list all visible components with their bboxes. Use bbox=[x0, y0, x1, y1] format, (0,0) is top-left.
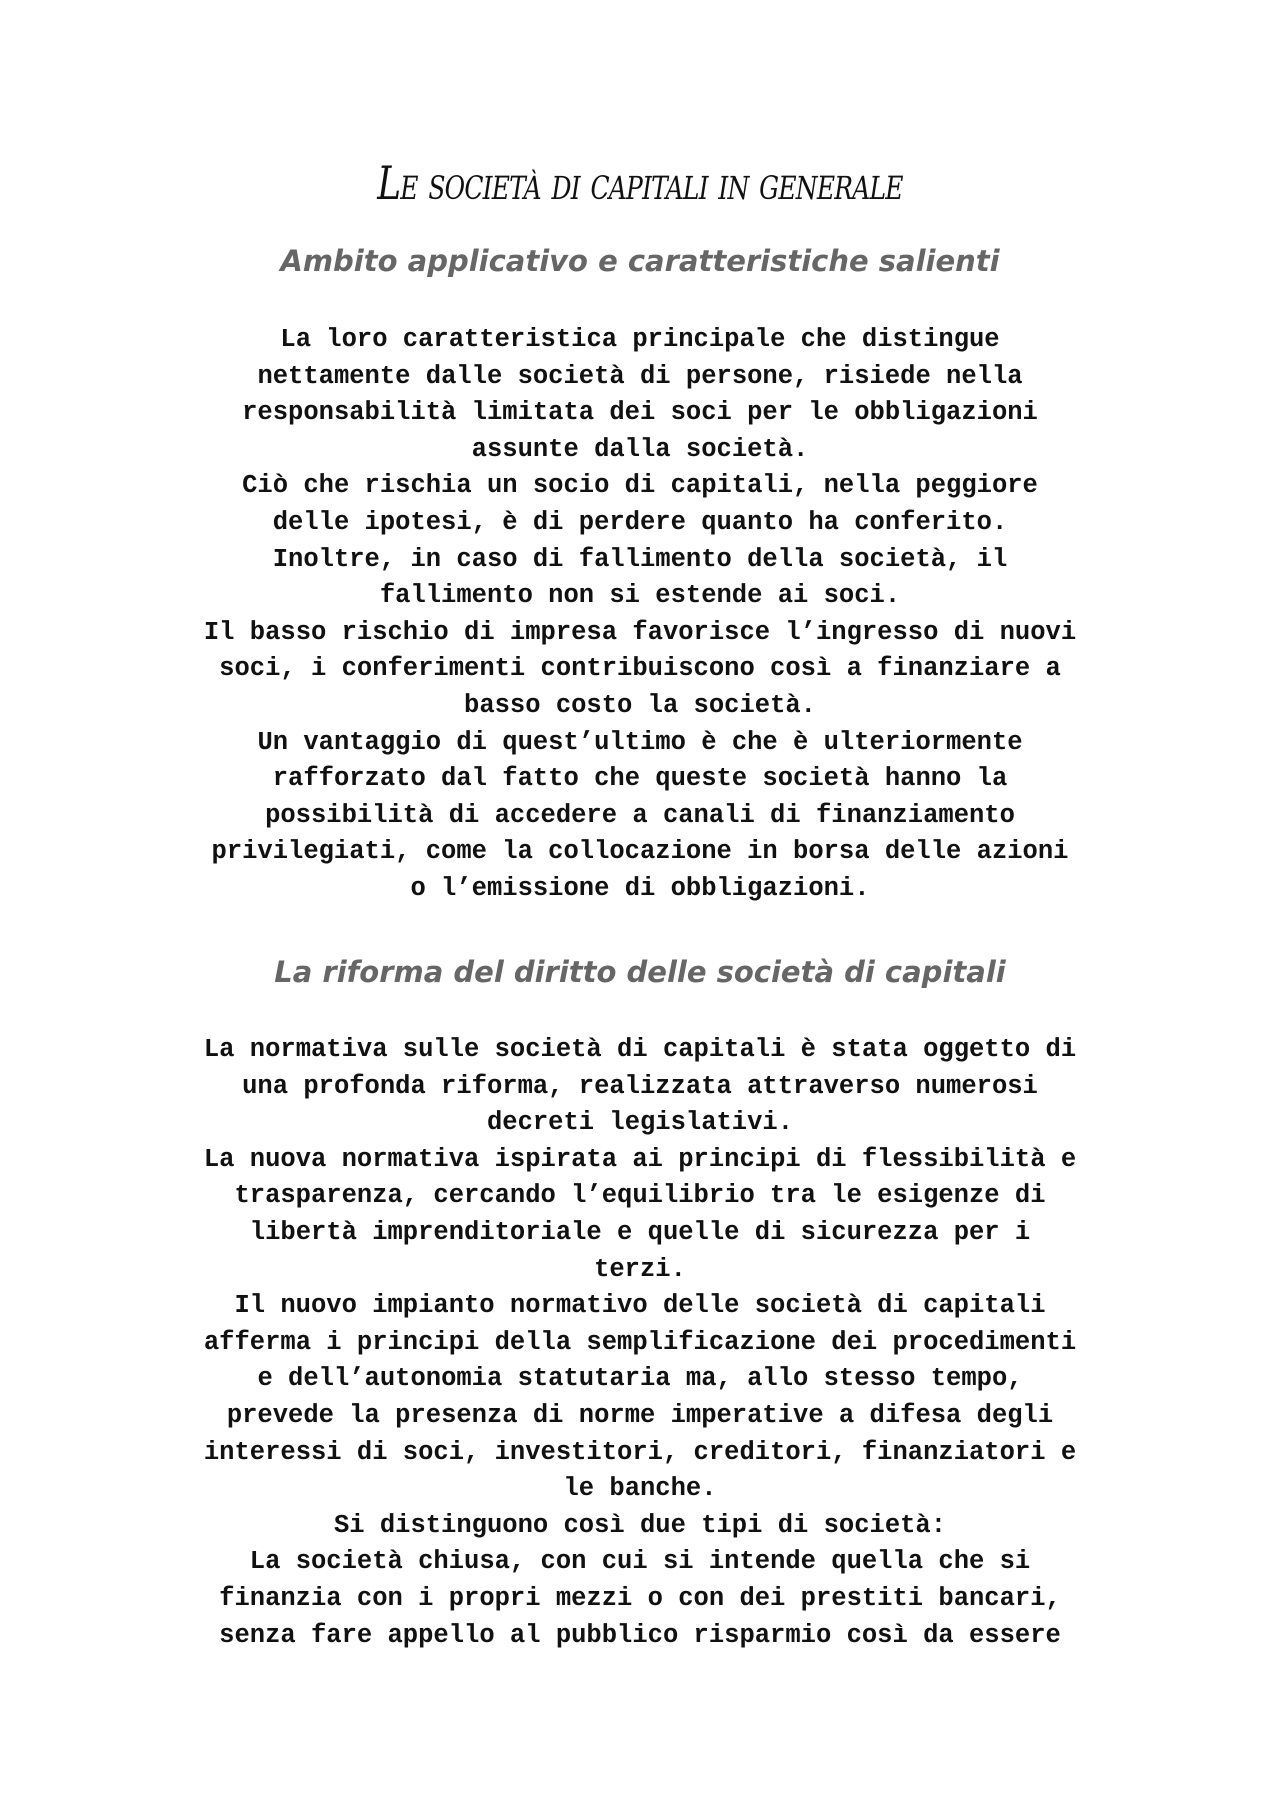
document-title: Le società di capitali in generale bbox=[377, 156, 903, 210]
paragraph-ambito bbox=[150, 322, 1130, 908]
text-line: nettamente dalle società di persone, risiede nella bbox=[257, 361, 1023, 391]
paragraph-riforma bbox=[150, 1032, 1130, 1654]
text-line: finanzia con i propri mezzi o con dei prestiti bancari, bbox=[219, 1583, 1061, 1613]
text-line: le banche. bbox=[563, 1474, 717, 1504]
text-line: soci, i conferimenti contribuiscono così a finanziare a bbox=[219, 654, 1061, 684]
text-line: rafforzato dal fatto che queste società hanno la bbox=[272, 764, 1008, 794]
text-line: responsabilità limitata dei soci per le obbligazioni bbox=[242, 398, 1038, 428]
text-line: possibilità di accedere a canali di finanziamento bbox=[265, 800, 1015, 830]
text-line: fallimento non si estende ai soci. bbox=[379, 581, 901, 611]
text-line: basso costo la società. bbox=[464, 690, 816, 720]
text-line: Si distinguono così due tipi di società: bbox=[333, 1510, 947, 1540]
text-line: La normativa sulle società di capitali è stata oggetto di bbox=[203, 1035, 1077, 1064]
text-line: senza fare appello al pubblico risparmio così da essere bbox=[219, 1620, 1061, 1650]
text-line: o l’emissione di obbligazioni. bbox=[410, 873, 870, 903]
text-line: delle ipotesi, è di perdere quanto ha conferito. bbox=[272, 507, 1008, 537]
text-line: afferma i principi della semplificazione dei procedimenti bbox=[203, 1327, 1077, 1357]
text-line: terzi. bbox=[594, 1254, 686, 1284]
text-line: La nuova normativa ispirata ai principi di flessibilità e bbox=[203, 1144, 1077, 1174]
text-line: e dell’autonomia statutaria ma, allo stesso tempo, bbox=[257, 1364, 1023, 1394]
section-heading-riforma: La riforma del diritto delle società di capitali bbox=[274, 955, 1006, 989]
section-heading-ambito: Ambito applicativo e caratteristiche salienti bbox=[280, 244, 1000, 278]
text-line: Inoltre, in caso di fallimento della società, il bbox=[272, 544, 1008, 574]
text-line: Il basso rischio di impresa favorisce l’ingresso di nuovi bbox=[203, 617, 1077, 647]
text-line: prevede la presenza di norme imperative a difesa degli bbox=[226, 1400, 1054, 1430]
text-line: assunte dalla società. bbox=[471, 434, 809, 464]
text-line: decreti legislativi. bbox=[486, 1108, 794, 1138]
text-line: una profonda riforma, realizzata attraverso numerosi bbox=[242, 1071, 1038, 1101]
text-line: trasparenza, cercando l’equilibrio tra le esigenze di bbox=[234, 1181, 1046, 1211]
text-line: privilegiati, come la collocazione in borsa delle azioni bbox=[211, 837, 1069, 867]
text-line: interessi di soci, investitori, creditori, finanziatori e bbox=[203, 1437, 1077, 1467]
text-line: Il nuovo impianto normativo delle società di capitali bbox=[234, 1291, 1046, 1321]
text-line: La società chiusa, con cui si intende quella che si bbox=[249, 1547, 1031, 1577]
text-line: La loro caratteristica principale che distingue bbox=[280, 325, 1000, 354]
text-line: libertà imprenditoriale e quelle di sicurezza per i bbox=[249, 1217, 1031, 1247]
text-line: Ciò che rischia un socio di capitali, nella peggiore bbox=[242, 471, 1038, 501]
text-line: Un vantaggio di quest’ultimo è che è ulteriormente bbox=[257, 727, 1023, 757]
